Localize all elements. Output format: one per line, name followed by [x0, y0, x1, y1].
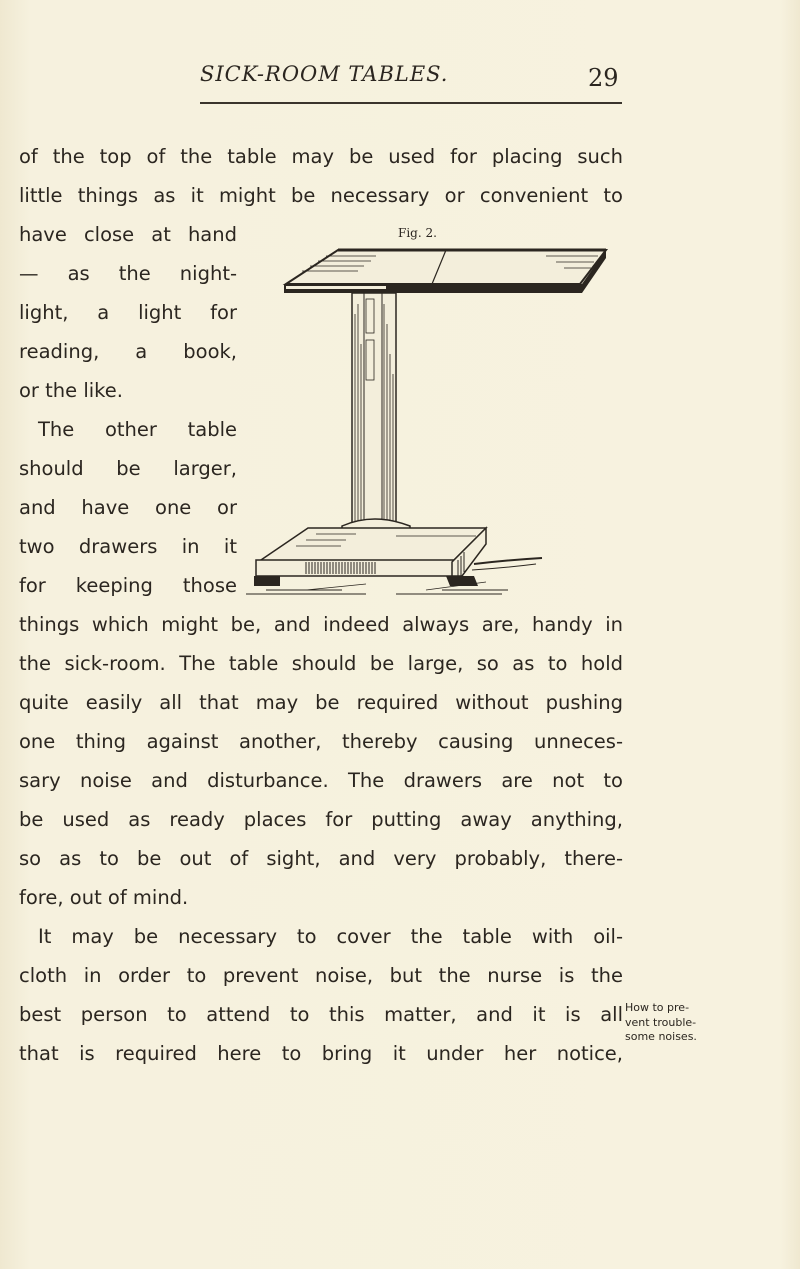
- body-line: — as the night-: [19, 262, 237, 285]
- margin-note: [625, 1001, 800, 1045]
- body-line: cloth in order to prevent noise, but the nurse is the: [19, 964, 623, 987]
- figure-label: Fig. 2.: [398, 226, 437, 240]
- body-line: be used as ready places for putting away anything,: [19, 808, 623, 831]
- body-line: that is required here to bring it under her notice,: [19, 1042, 623, 1065]
- body-line: of the top of the table may be used for placing such: [19, 145, 623, 168]
- sick-room-table-illustration: [246, 244, 616, 624]
- body-line: sary noise and disturbance. The drawers are not to: [19, 769, 623, 792]
- body-line: best person to attend to this matter, and it is all: [19, 1003, 623, 1026]
- body-line: things which might be, and indeed always are, handy in: [19, 613, 623, 636]
- body-line: and have one or: [19, 496, 237, 519]
- body-line: should be larger,: [19, 457, 237, 480]
- page-number: 29: [588, 64, 619, 92]
- body-line: It may be necessary to cover the table with oil-: [38, 925, 623, 948]
- running-title: SICK-ROOM TABLES.: [200, 62, 449, 86]
- margin-note-line: vent trouble-: [625, 1015, 697, 1029]
- body-line: one thing against another, thereby causing unneces-: [19, 730, 623, 753]
- body-line: The other table: [38, 418, 237, 441]
- body-line: the sick-room. The table should be large, so as to hold: [19, 652, 623, 675]
- body-line: for keeping those: [19, 574, 237, 597]
- body-line: or the like.: [19, 379, 123, 402]
- margin-note-line: some noises.: [625, 1030, 697, 1043]
- body-line: two drawers in it: [19, 535, 237, 558]
- body-line: have close at hand: [19, 223, 237, 246]
- body-line: quite easily all that may be required without pushing: [19, 691, 623, 714]
- body-line: reading, a book,: [19, 340, 237, 363]
- body-line: little things as it might be necessary or convenient to: [19, 184, 623, 207]
- body-line: so as to be out of sight, and very probably, there-: [19, 847, 623, 870]
- body-line: fore, out of mind.: [19, 886, 189, 909]
- margin-note-line: How to pre-: [625, 1001, 690, 1014]
- body-line: light, a light for: [19, 301, 237, 324]
- header-rule: [200, 102, 622, 104]
